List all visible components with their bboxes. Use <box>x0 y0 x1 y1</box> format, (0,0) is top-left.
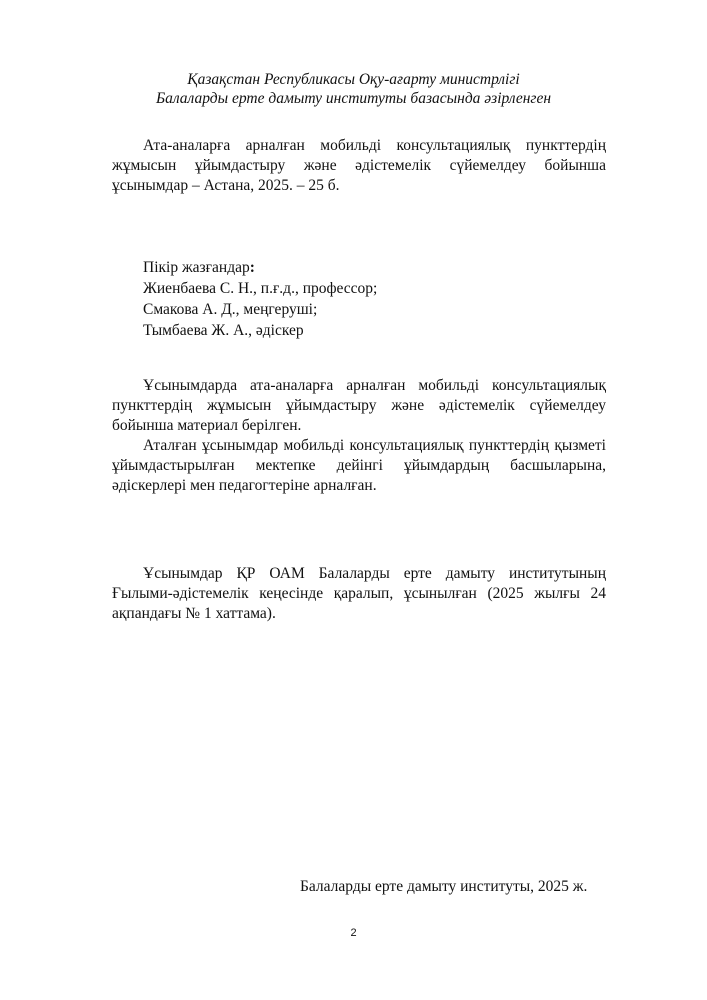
reviewer-item: Жиенбаева С. Н., п.ғ.д., профессор; <box>143 280 378 297</box>
reviewer-item: Тымбаева Ж. А., әдіскер <box>143 322 304 339</box>
annotation-block <box>112 136 606 196</box>
reviewer-item: Смакова А. Д., меңгеруші; <box>143 301 318 318</box>
reviewers-title-text: Пікір жазғандар <box>143 259 250 276</box>
ministry-line: Қазақстан Республикасы Оқу-ағарту министрлігі <box>187 71 520 88</box>
approval-text: Ұсынымдар ҚР ОАМ Балаларды ерте дамыту институтының Ғылыми-әдістемелік кеңесінде қаралып, ұсынылған (2025 жылғы 24 ақпандағы № 1 хаттама). <box>112 565 606 622</box>
page-number: 2 <box>350 927 357 939</box>
approval-block <box>112 564 606 624</box>
reviewers-title-colon: : <box>249 259 255 276</box>
description-paragraph-2: Аталған ұсынымдар мобильді консультациялық пункттердің қызметі ұйымдастырылған мектепке дейінгі ұйымдардың басшыларына, әдіскерлері мен педагогтеріне арналған. <box>112 437 606 494</box>
prepared-by-line: Балаларды ерте дамыту институты базасында әзірленген <box>155 90 552 107</box>
publisher-footer: Балаларды ерте дамыту институты, 2025 ж. <box>300 878 588 895</box>
reviewers-block <box>143 257 543 341</box>
description-block <box>112 376 606 496</box>
document-header <box>0 70 707 108</box>
annotation-text: Ата-аналарға арналған мобильді консультациялық пункттердің жұмысын ұйымдастыру және әдістемелік сүйемелдеу бойынша ұсынымдар – Астана, 2025. – 25 б. <box>112 137 606 194</box>
reviewers-heading <box>143 257 543 278</box>
description-paragraph-1: Ұсынымдарда ата-аналарға арналған мобильді консультациялық пункттердің жұмысын ұйымдастыру және әдістемелік сүйемелдеу бойынша материал берілген. <box>112 377 606 434</box>
